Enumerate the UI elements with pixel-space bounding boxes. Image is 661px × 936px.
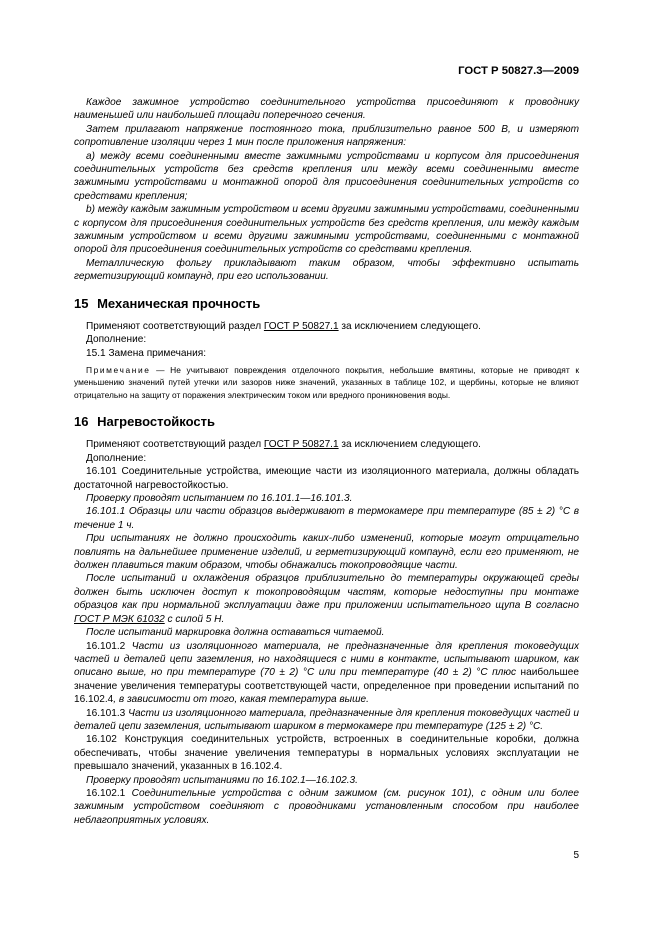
page-body (74, 96, 579, 827)
page-number: 5 (573, 850, 579, 861)
document-header: ГОСТ Р 50827.3—2009 (458, 65, 579, 77)
gost-50827-1-link[interactable]: ГОСТ Р 50827.1 (263, 320, 339, 332)
clause-16-101-1-b: При испытаниях не должно происходить каких-либо изменений, которые могут отрицательно повлиять на дальнейшее применение изделий, и герметизирующий компаунд, если его применяют, не должен плавиться таким образом, чтобы обнажались токопроводящие части. (74, 533, 579, 572)
clause-16-101-3-number: 16.101.3 (86, 707, 126, 719)
clause-16-101-1: 16.101.1 Образцы или части образцов выдерживают в термокамере при температуре (85 ± 2) °С в течение 1 ч. (74, 506, 579, 531)
section-15-apply-pre: Применяют соответствующий раздел (86, 320, 264, 332)
section-15-title: Механическая прочность (97, 295, 261, 311)
intro-paragraph-5: Металлическую фольгу прикладывают таким образом, чтобы эффективно испытать герметизирующий компаунд, при его использовании. (74, 257, 579, 283)
section-15-apply-post: за исключением следующего. (338, 320, 481, 332)
clause-16-102-1-text: Соединительные устройства с одним зажимом (см. рисунок 101), с одним или более зажимным устройством соединяют с проводниками установленным способом при наиболее неблагоприятных условиях. (74, 787, 579, 826)
clause-16-101-2-text-c: , в зависимости от того, какая температура выше. (113, 694, 369, 706)
note-text: — Не учитывают повреждения отделочного покрытия, небольшие вмятины, которые не приводят к уменьшению значений путей утечки или зазоров ниже значений, указанных в таблице 102, и щербины, которые не влияют отрицательно на защиту от поражения электрическим током или вредного проникновения воды. (74, 364, 579, 400)
section-15-1: 15.1 Замена примечания: (86, 347, 206, 359)
clause-16-101-1-c (74, 572, 579, 626)
clause-16-102-1 (74, 787, 579, 827)
clause-16-101-2 (74, 640, 579, 707)
clause-16-101-2-text-a: Части из изоляционного материала, не предназначенные для крепления токоведущих частей и деталей цепи заземления, но находящиеся с ними в контакте, испытывают шариком, как описано выше, но при температуре (70 ± 2) °С или при температуре (40 ± 2) °С плюс (74, 640, 579, 679)
gost-iec-61032-link[interactable]: ГОСТ Р МЭК 61032 (74, 613, 165, 625)
clause-16-101-2-text-b: наибольшее значение увеличения температуры соответствующей части, определенное при проведении испытаний по 16.102.4 (74, 667, 579, 706)
clause-16-101-2-number: 16.101.2 (86, 640, 126, 652)
section-16-addition: Дополнение: (86, 452, 147, 464)
intro-item-b: b) между каждым зажимным устройством и всеми другими зажимными устройствами, соединенными с корпусом для присоединения соединительных устройств без средств крепления, или между каждым зажимным устройством и всеми другими зажимными устройствами, соединенными с монтажной опорой для присоединения соединительных устройств со средствами крепления. (74, 204, 579, 256)
gost-50827-1-link-2[interactable]: ГОСТ Р 50827.1 (263, 439, 339, 451)
clause-16-101-3 (74, 707, 579, 734)
intro-item-a: а) между всеми соединенными вместе зажимными устройствами и корпусом для присоединения соединительных устройств без средств крепления или между всеми соединенными вместе зажимными устройствами и монтажной опорой для присоединения соединительных устройств со средствами крепления; (74, 150, 579, 202)
intro-paragraph-2: Затем прилагают напряжение постоянного тока, приблизительно равное 500 В, и измеряют сопротивление изоляции через 1 мин после приложения напряжения: (74, 123, 579, 149)
intro-paragraph-1: Каждое зажимное устройство соединительного устройства присоединяют к проводнику наименьшей или наибольшей площади поперечного сечения. (74, 97, 579, 122)
section-16-apply (74, 438, 579, 451)
section-15-note (74, 364, 579, 402)
section-16-heading (74, 414, 579, 429)
clause-16-101-3-text: Части из изоляционного материала, предназначенные для крепления токоведущих частей и деталей цепи заземления, испытывают шариком в термокамере при температуре (125 ± 2) °С. (74, 707, 579, 732)
note-label: Примечание (86, 364, 151, 375)
section-16-apply-post: за исключением следующего. (338, 439, 481, 451)
check-16-102: Проверку проводят испытаниями по 16.102.1—16.102.3. (86, 774, 358, 786)
section-16-apply-pre: Применяют соответствующий раздел (86, 439, 264, 451)
section-16-title: Нагревостойкость (97, 414, 215, 430)
section-15-number: 15 (74, 295, 89, 311)
clause-16-101: 16.101 Соединительные устройства, имеющие части из изоляционного материала, должны обладать достаточной нагревостойкостью. (74, 466, 579, 491)
check-16-101: Проверку проводят испытанием по 16.101.1—16.101.3. (86, 493, 353, 505)
section-15-apply (74, 320, 579, 333)
clause-16-102-1-number: 16.102.1 (86, 787, 126, 799)
clause-16-101-1-c-pre: После испытаний и охлаждения образцов приблизительно до температуры окружающей среды должен быть исключен доступ к токопроводящим частям, которые недоступны при монтаже образцов как при нормальной эксплуатации даже при приложении испытательного щупа В согласно (74, 573, 579, 612)
section-16-number: 16 (74, 414, 89, 430)
clause-16-102: 16.102 Конструкция соединительных устройств, встроенных в соединительные коробки, должна обеспечивать, чтобы значение увеличения температуры в нормальных условиях эксплуатации не превышало значений, указанных в 16.102.4. (74, 734, 579, 773)
clause-16-101-1-c-post: с силой 5 Н. (164, 613, 225, 625)
clause-16-101-1-d: После испытаний маркировка должна оставаться читаемой. (86, 627, 385, 639)
section-15-heading (74, 296, 579, 311)
section-15-addition: Дополнение: (86, 334, 147, 346)
